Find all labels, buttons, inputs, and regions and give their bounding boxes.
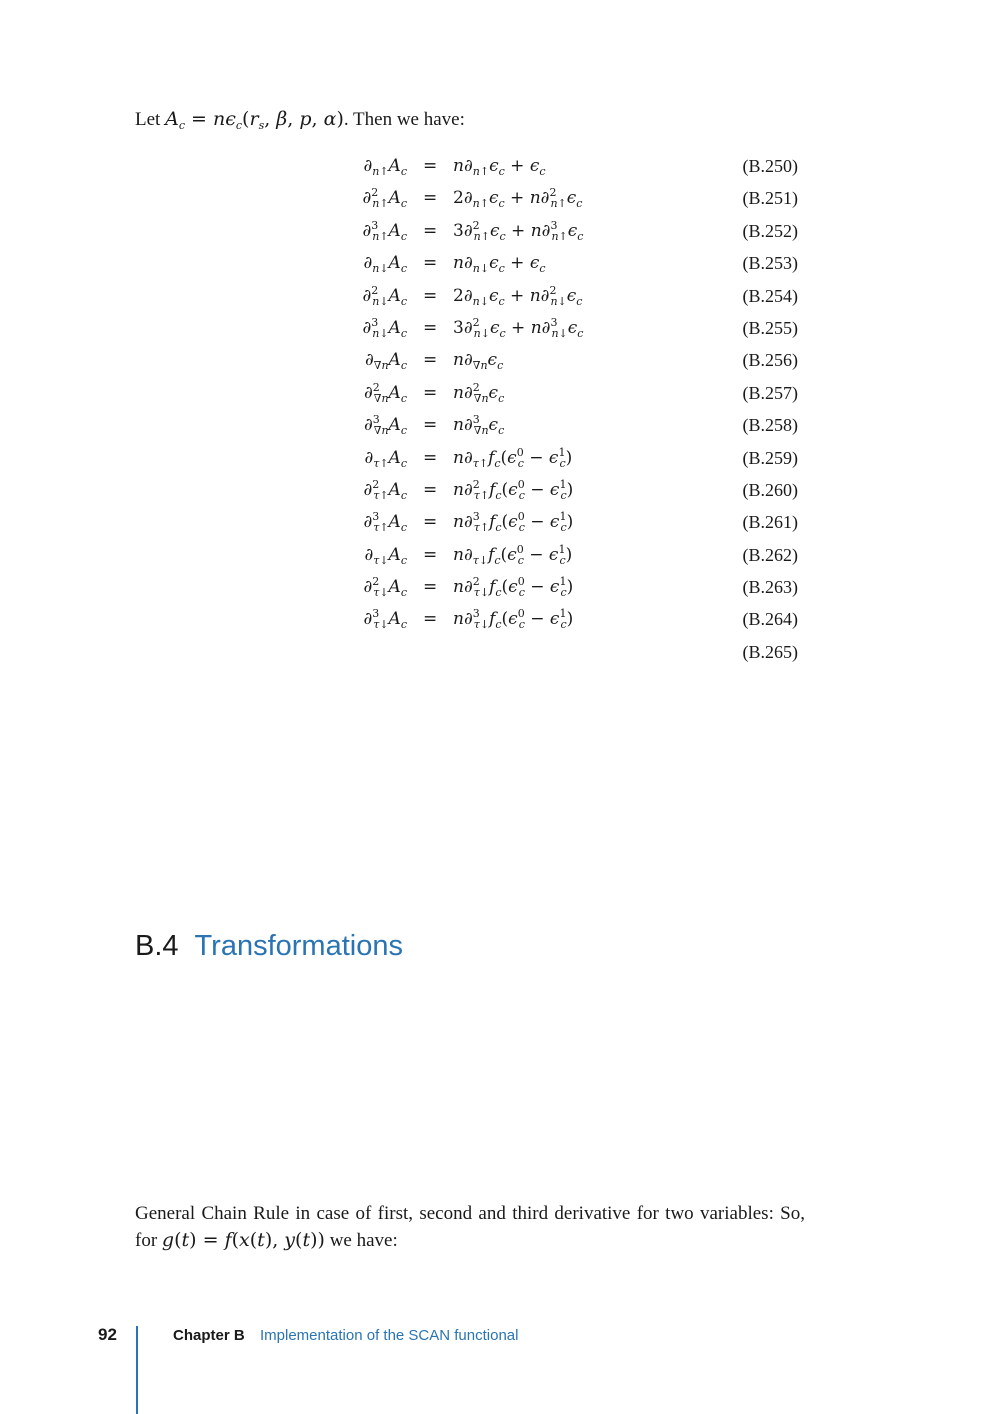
intro-sentence	[135, 106, 465, 133]
equation-row	[0, 603, 1000, 635]
equation-number: (B.256)	[742, 350, 798, 371]
equation-number: (B.253)	[742, 253, 798, 274]
equation-lhs: $\partial^2_{n↓}A_c$	[362, 283, 407, 308]
equals-sign: =	[423, 317, 438, 338]
equation-row	[0, 182, 1000, 214]
section-number: B.4	[135, 930, 179, 962]
equals-sign: =	[423, 188, 438, 209]
intro-lead: Let	[135, 109, 161, 130]
equation-row	[0, 506, 1000, 538]
equals-sign: =	[423, 544, 438, 565]
footer-rule	[136, 1326, 138, 1414]
equals-sign: =	[423, 479, 438, 500]
equation-rhs: $n\partial_{\tau↓}f_c(\epsilon^0_c - \epsilon^1_c)$	[453, 542, 573, 567]
equation-row	[0, 636, 1000, 668]
equation-lhs: $\partial^2_{\nabla n}A_c$	[363, 380, 407, 405]
chain-rule-trail: we have:	[329, 1230, 398, 1251]
equation-row	[0, 247, 1000, 279]
intro-trail: . Then we have:	[343, 109, 465, 130]
equation-rhs: $2\partial_{n↓}\epsilon_c + n\partial^2_{n↓}\epsilon_c$	[453, 283, 583, 308]
equation-lhs: $\partial_{\tau↓}A_c$	[364, 544, 407, 567]
equation-row	[0, 539, 1000, 571]
equals-sign: =	[423, 415, 438, 436]
equation-rhs: $n\partial^3_{\nabla n}\epsilon_c$	[453, 413, 505, 438]
equation-lhs: $\partial_{\nabla n}A_c$	[364, 350, 407, 373]
equation-lhs: $\partial^2_{\tau↓}A_c$	[363, 575, 407, 600]
equation-row	[0, 280, 1000, 312]
equation-rhs: $3\partial^2_{n↓}\epsilon_c + n\partial^3_{n↓}\epsilon_c$	[453, 315, 584, 340]
equation-array	[0, 150, 1000, 668]
section-heading	[135, 928, 403, 964]
equals-sign: =	[423, 609, 438, 630]
equation-row	[0, 571, 1000, 603]
equation-row	[0, 409, 1000, 441]
equals-sign: =	[423, 512, 438, 533]
equals-sign: =	[423, 220, 438, 241]
section-title[interactable]: Transformations	[194, 930, 403, 962]
equals-sign: =	[423, 156, 438, 176]
equation-number: (B.257)	[742, 382, 798, 403]
chain-rule-paragraph	[135, 1200, 805, 1254]
footer-chapter-label: Chapter B	[173, 1327, 245, 1344]
intro-math: $A_c = n\epsilon_c(r_s$, β, p, α)	[165, 108, 344, 132]
equation-lhs: $\partial^2_{n↑}A_c$	[362, 186, 407, 211]
equation-rhs: $3\partial^2_{n↑}\epsilon_c + n\partial^3_{n↑}\epsilon_c$	[453, 218, 584, 243]
equation-row	[0, 474, 1000, 506]
equation-number: (B.258)	[742, 415, 798, 436]
equation-lhs: $\partial^3_{n↑}A_c$	[362, 218, 407, 243]
equation-rhs: $n\partial_{\tau↑}f_c(\epsilon^0_c - \epsilon^1_c)$	[453, 445, 573, 470]
equation-number: (B.252)	[742, 220, 798, 241]
equation-lhs: $\partial^2_{\tau↑}A_c$	[363, 477, 407, 502]
equation-lhs: $\partial^3_{n↓}A_c$	[362, 315, 407, 340]
equation-number: (B.251)	[742, 188, 798, 209]
equation-rhs: $n\partial_{n↓}\epsilon_c + \epsilon_c$	[453, 253, 546, 276]
equation-rhs: $n\partial_{n↑}\epsilon_c + \epsilon_c$	[453, 156, 546, 178]
equation-lhs: $\partial_{n↓}A_c$	[363, 253, 407, 276]
equals-sign: =	[423, 577, 438, 598]
chain-rule-math: g(t) = f(x(t), y(t))	[161, 1229, 325, 1251]
equation-number: (B.263)	[742, 577, 798, 598]
equation-rhs: $n\partial_{\nabla n}\epsilon_c$	[453, 350, 504, 373]
chain-rule-for: for	[135, 1230, 158, 1251]
footer-chapter-title[interactable]: Implementation of the SCAN functional	[260, 1327, 519, 1344]
equation-lhs: $\partial^3_{\tau↓}A_c$	[363, 607, 407, 632]
equation-rhs: $n\partial^2_{\tau↑}f_c(\epsilon^0_c - \epsilon^1_c)$	[453, 477, 574, 502]
equation-lhs: $\partial_{n↑}A_c$	[363, 156, 407, 178]
page-number: 92	[98, 1325, 117, 1344]
equation-number: (B.250)	[742, 156, 798, 176]
equals-sign: =	[423, 382, 438, 403]
equation-rhs: $n\partial^3_{\tau↓}f_c(\epsilon^0_c - \epsilon^1_c)$	[453, 607, 574, 632]
equation-rhs: $n\partial^3_{\tau↑}f_c(\epsilon^0_c - \epsilon^1_c)$	[453, 510, 574, 535]
equation-row	[0, 215, 1000, 247]
equals-sign: =	[423, 350, 438, 371]
equation-row	[0, 312, 1000, 344]
equation-row	[0, 344, 1000, 376]
equation-lhs: $\partial^3_{\nabla n}A_c$	[363, 413, 407, 438]
equation-number: (B.264)	[742, 609, 798, 630]
equation-rhs: $2\partial_{n↑}\epsilon_c + n\partial^2_{n↑}\epsilon_c$	[453, 186, 583, 211]
equation-number: (B.265)	[742, 641, 798, 662]
chain-rule-line1: General Chain Rule in case of first, second and third derivative for two variables: So,	[135, 1203, 805, 1224]
equation-number: (B.260)	[742, 479, 798, 500]
equation-row	[0, 150, 1000, 182]
equation-row	[0, 442, 1000, 474]
equation-lhs: $\partial^3_{\tau↑}A_c$	[363, 510, 407, 535]
equation-number: (B.259)	[742, 447, 798, 468]
equation-number: (B.254)	[742, 285, 798, 306]
equals-sign: =	[423, 253, 438, 274]
equation-rhs: $n\partial^2_{\tau↓}f_c(\epsilon^0_c - \epsilon^1_c)$	[453, 575, 574, 600]
equation-lhs: $\partial_{\tau↑}A_c$	[364, 447, 407, 470]
equation-number: (B.261)	[742, 512, 798, 533]
equals-sign: =	[423, 447, 438, 468]
equation-number: (B.255)	[742, 317, 798, 338]
equals-sign: =	[423, 285, 438, 306]
equation-row	[0, 377, 1000, 409]
equation-number: (B.262)	[742, 544, 798, 565]
equation-rhs: $n\partial^2_{\nabla n}\epsilon_c$	[453, 380, 505, 405]
